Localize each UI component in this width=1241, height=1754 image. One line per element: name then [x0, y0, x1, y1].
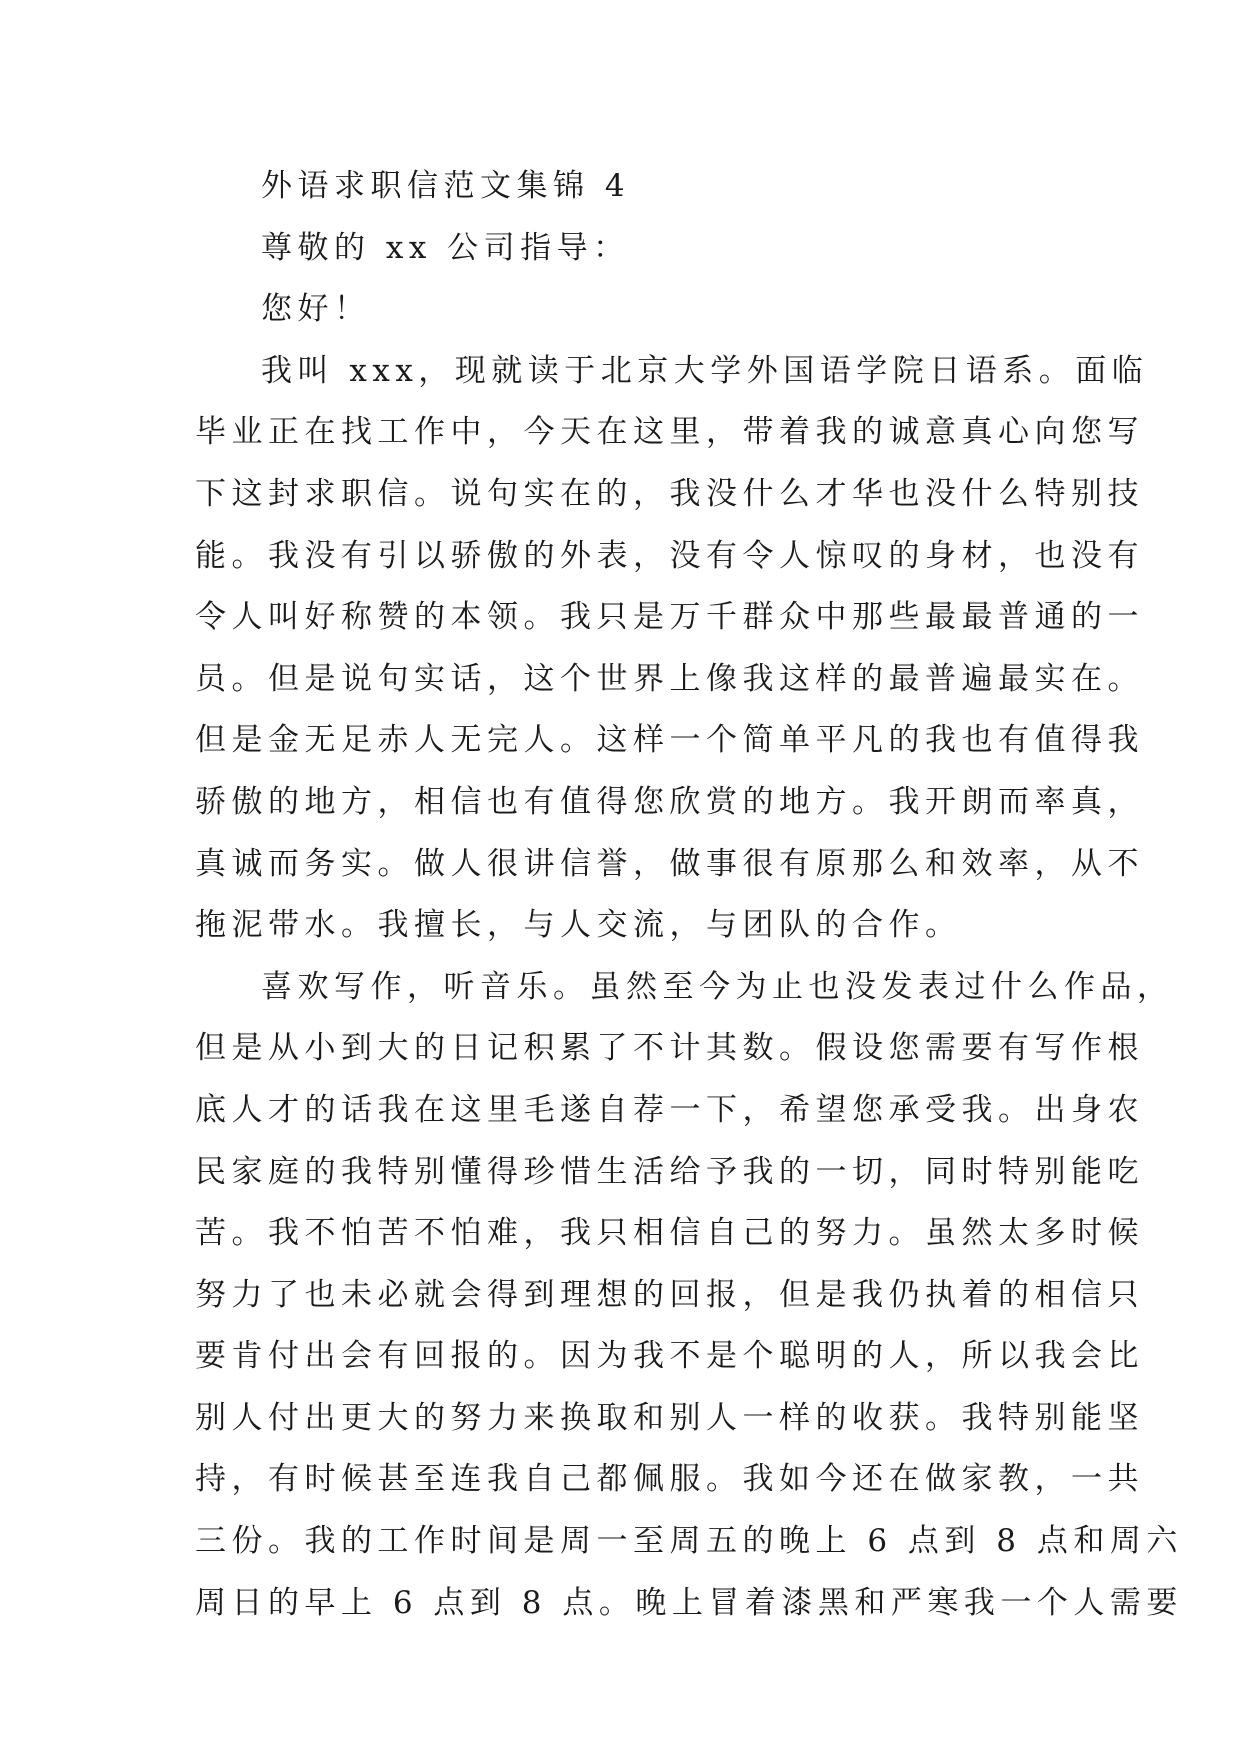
paragraph-line: 骄傲的地方，相信也有值得您欣赏的地方。我开朗而率真， [195, 783, 1144, 820]
paragraph-line: 三份。我的工作时间是周一至周五的晚上 6 点到 8 点和周六 [195, 1523, 1183, 1560]
paragraph-line: 毕业正在找工作中，今天在这里，带着我的诚意真心向您写 [195, 414, 1144, 451]
paragraph-line: 苦。我不怕苦不怕难，我只相信自己的努力。虽然太多时候 [195, 1215, 1144, 1252]
paragraph-line: 但是从小到大的日记积累了不计其数。假设您需要有写作根 [195, 1030, 1144, 1067]
greeting: 您好！ [261, 291, 371, 328]
paragraph-line: 持，有时候甚至连我自己都佩服。我如今还在做家教，一共 [195, 1461, 1144, 1498]
paragraph-line: 喜欢写作，听音乐。虽然至今为止也没发表过什么作品， [261, 968, 1174, 1005]
paragraph-line: 底人才的话我在这里毛遂自荐一下，希望您承受我。出身农 [195, 1091, 1144, 1128]
paragraph-line: 但是金无足赤人无完人。这样一个简单平凡的我也有值得我 [195, 722, 1144, 759]
paragraph-line: 员。但是说句实话，这个世界上像我这样的最普遍最实在。 [195, 660, 1144, 697]
paragraph-line: 我叫 xxx，现就读于北京大学外国语学院日语系。面临 [261, 352, 1149, 389]
paragraph-2 [195, 957, 1183, 1635]
paragraph-line: 能。我没有引以骄傲的外表，没有令人惊叹的身材，也没有 [195, 537, 1144, 574]
paragraph-line: 努力了也未必就会得到理想的回报，但是我仍执着的相信只 [195, 1276, 1144, 1313]
paragraph-line: 要肯付出会有回报的。因为我不是个聪明的人，所以我会比 [195, 1338, 1144, 1375]
paragraph-line: 民家庭的我特别懂得珍惜生活给予我的一切，同时特别能吃 [195, 1153, 1144, 1190]
paragraph-line: 周日的早上 6 点到 8 点。晚上冒着漆黑和严寒我一个人需要 [195, 1584, 1183, 1621]
paragraph-line: 拖泥带水。我擅长，与人交流，与团队的合作。 [195, 907, 962, 944]
paragraph-line: 真诚而务实。做人很讲信誉，做事很有原那么和效率，从不 [195, 845, 1144, 882]
paragraph-line: 下这封求职信。说句实在的，我没什么才华也没什么特别技 [195, 475, 1144, 512]
document-title: 外语求职信范文集锦 4 [261, 168, 631, 204]
paragraph-1 [195, 341, 1149, 957]
salutation: 尊敬的 xx 公司指导： [261, 229, 630, 266]
paragraph-line: 别人付出更大的努力来换取和别人一样的收获。我特别能坚 [195, 1399, 1144, 1436]
document-body [195, 156, 1183, 1634]
paragraph-line: 令人叫好称赞的本领。我只是万千群众中那些最最普通的一 [195, 599, 1144, 636]
